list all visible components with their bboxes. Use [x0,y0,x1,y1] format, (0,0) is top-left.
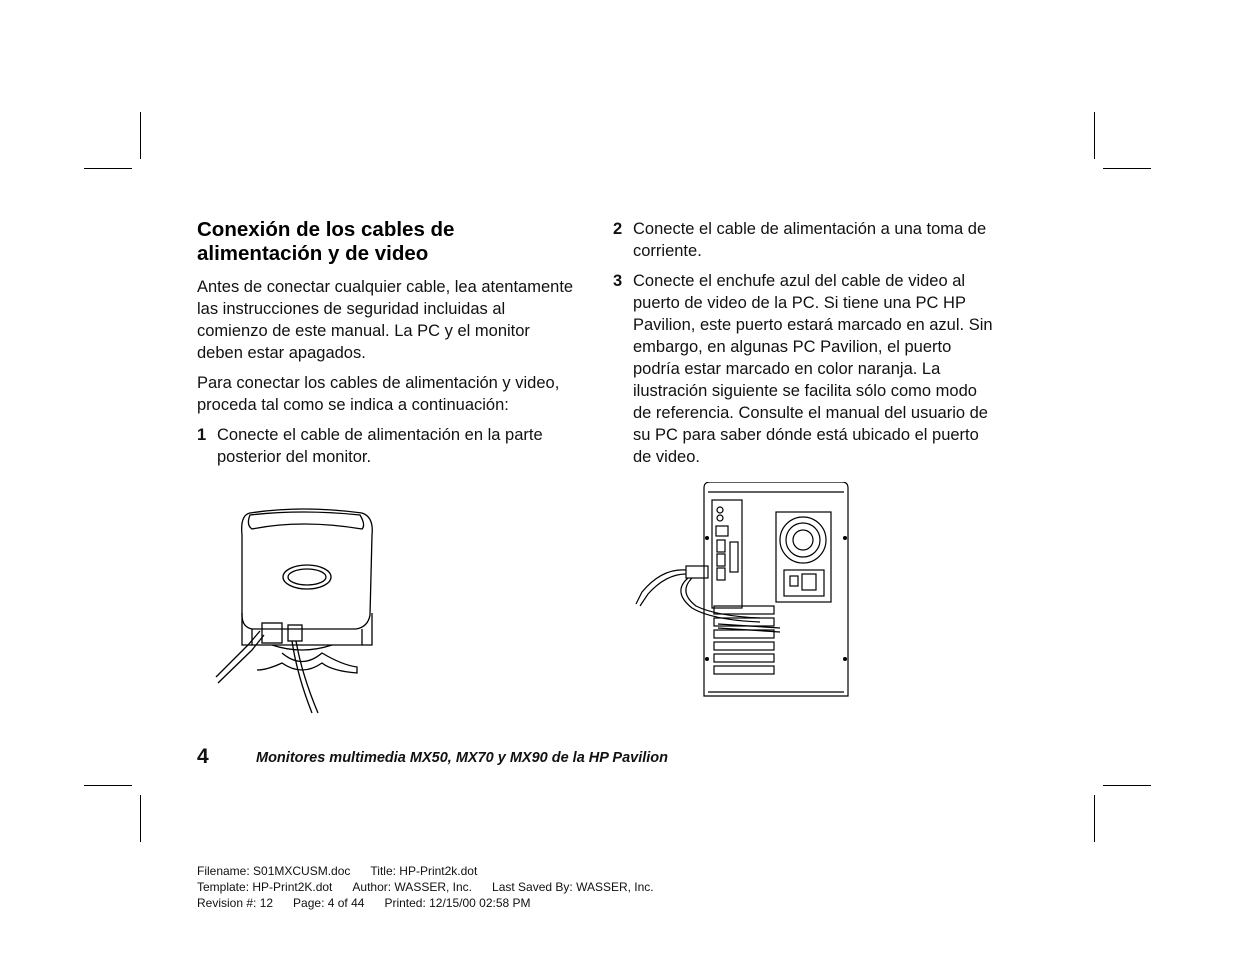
crop-mark [140,112,141,159]
metadata-title: Title: HP-Print2k.dot [370,864,478,878]
metadata-page: Page: 4 of 44 [293,896,365,910]
step-number: 3 [613,272,623,290]
metadata-revision: Revision #: 12 [197,896,274,910]
metadata-template: Template: HP-Print2K.dot [197,880,333,894]
crop-mark [1094,112,1095,159]
crop-mark [1094,795,1095,842]
crop-mark [1103,168,1151,169]
intro-paragraph: Para conectar los cables de alimentación y video, proceda tal como se indica a continuación: [197,374,560,414]
step-text: Conecte el enchufe azul del cable de video al puerto de video de la PC. Si tiene una PC HP Pavilion, este puerto estará marcado en azul. Sin embargo, en algunas PC Pavilion, el puerto podría estar marcado en color naranja. La ilustración siguiente se facilita sólo como modo de referencia. Consulte el manual del usuario de su PC para saber dónde está ubicado el puerto de video. [633,272,993,466]
right-column [613,218,993,476]
section-title: Conexión de los cables de alimentación y de video [197,218,455,265]
intro-paragraph: Antes de conectar cualquier cable, lea atentamente las instrucciones de seguridad incluidas al comienzo de este manual. La PC y el monitor deben estar apagados. [197,278,574,362]
crop-mark [84,785,132,786]
step-item [197,424,577,468]
step-text: Conecte el cable de alimentación a una toma de corriente. [633,220,987,260]
document-metadata [197,863,674,911]
crop-mark [84,168,132,169]
page-number: 4 [197,745,209,768]
metadata-printed: Printed: 12/15/00 02:58 PM [384,896,531,910]
crop-mark [1103,785,1151,786]
metadata-last-saved: Last Saved By: WASSER, Inc. [492,880,654,894]
crop-mark [140,795,141,842]
step-item [613,270,993,468]
running-footer-title: Monitores multimedia MX50, MX70 y MX90 de la HP Pavilion [256,750,669,766]
step-item [613,218,993,262]
metadata-author: Author: WASSER, Inc. [352,880,473,894]
monitor-back-illustration [212,505,387,715]
metadata-row [197,863,674,879]
step-text: Conecte el cable de alimentación en la parte posterior del monitor. [217,426,543,466]
step-number: 1 [197,426,207,444]
pc-back-illustration [632,482,852,702]
metadata-row [197,879,674,895]
metadata-filename: Filename: S01MXCUSM.doc [197,864,351,878]
metadata-row [197,895,674,911]
left-column [197,218,577,476]
step-number: 2 [613,220,623,238]
